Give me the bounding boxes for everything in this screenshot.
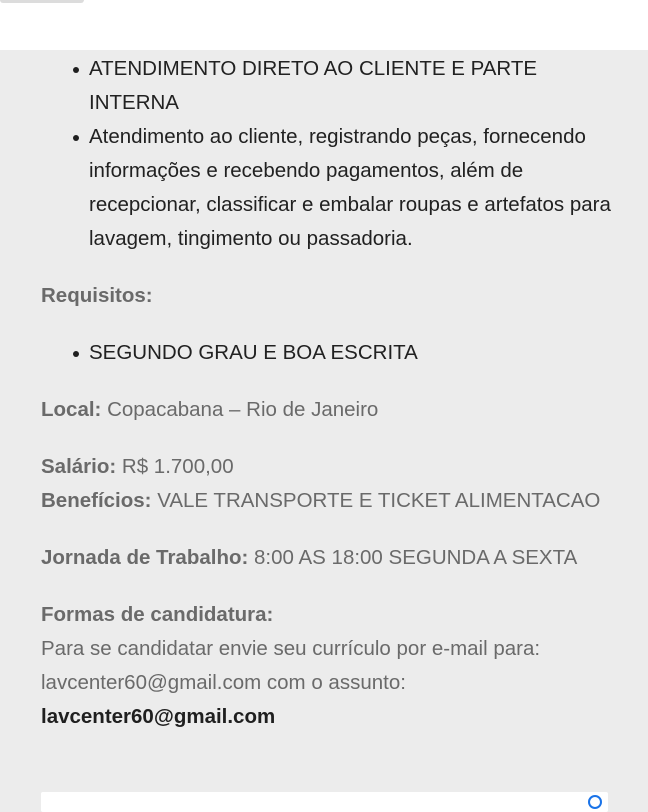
list-item: ATENDIMENTO DIRETO AO CLIENTE E PARTE INTERNA <box>89 52 621 120</box>
requirements-label: Requisitos: <box>41 284 153 307</box>
schedule-label: Jornada de Trabalho: <box>41 546 249 569</box>
duties-list <box>41 52 621 256</box>
list-item: SEGUNDO GRAU E BOA ESCRITA <box>89 336 621 370</box>
application-label: Formas de candidatura: <box>41 603 274 626</box>
salary-label: Salário: <box>41 455 117 478</box>
info-icon[interactable] <box>588 795 602 809</box>
salary-value: R$ 1.700,00 <box>121 455 234 478</box>
requirements-heading <box>41 279 621 313</box>
schedule-value: 8:00 AS 18:00 SEGUNDA A SEXTA <box>254 546 578 569</box>
benefits-value: VALE TRANSPORTE E TICKET ALIMENTACAO <box>157 489 601 512</box>
benefits-line <box>41 484 621 518</box>
schedule-line <box>41 541 621 575</box>
application-heading <box>41 598 621 632</box>
requirements-list <box>41 336 621 370</box>
application-email[interactable]: lavcenter60@gmail.com <box>41 705 276 728</box>
application-text: Para se candidatar envie seu currículo por e-mail para: lavcenter60@gmail.com com o assunto: <box>41 637 541 694</box>
application-email-line <box>41 700 621 734</box>
location-value: Copacabana – Rio de Janeiro <box>107 398 379 421</box>
job-description <box>41 52 621 734</box>
location-label: Local: <box>41 398 102 421</box>
list-item: Atendimento ao cliente, registrando peças, fornecendo informações e recebendo pagamentos, além de recepcionar, classificar e embalar roupas e artefatos para lavagem, tingimento ou passadoria. <box>89 120 621 256</box>
salary-line <box>41 450 621 484</box>
bottom-card <box>41 792 608 812</box>
location-line <box>41 393 621 427</box>
top-bar-tab <box>0 0 84 3</box>
top-bar <box>0 0 648 50</box>
benefits-label: Benefícios: <box>41 489 152 512</box>
